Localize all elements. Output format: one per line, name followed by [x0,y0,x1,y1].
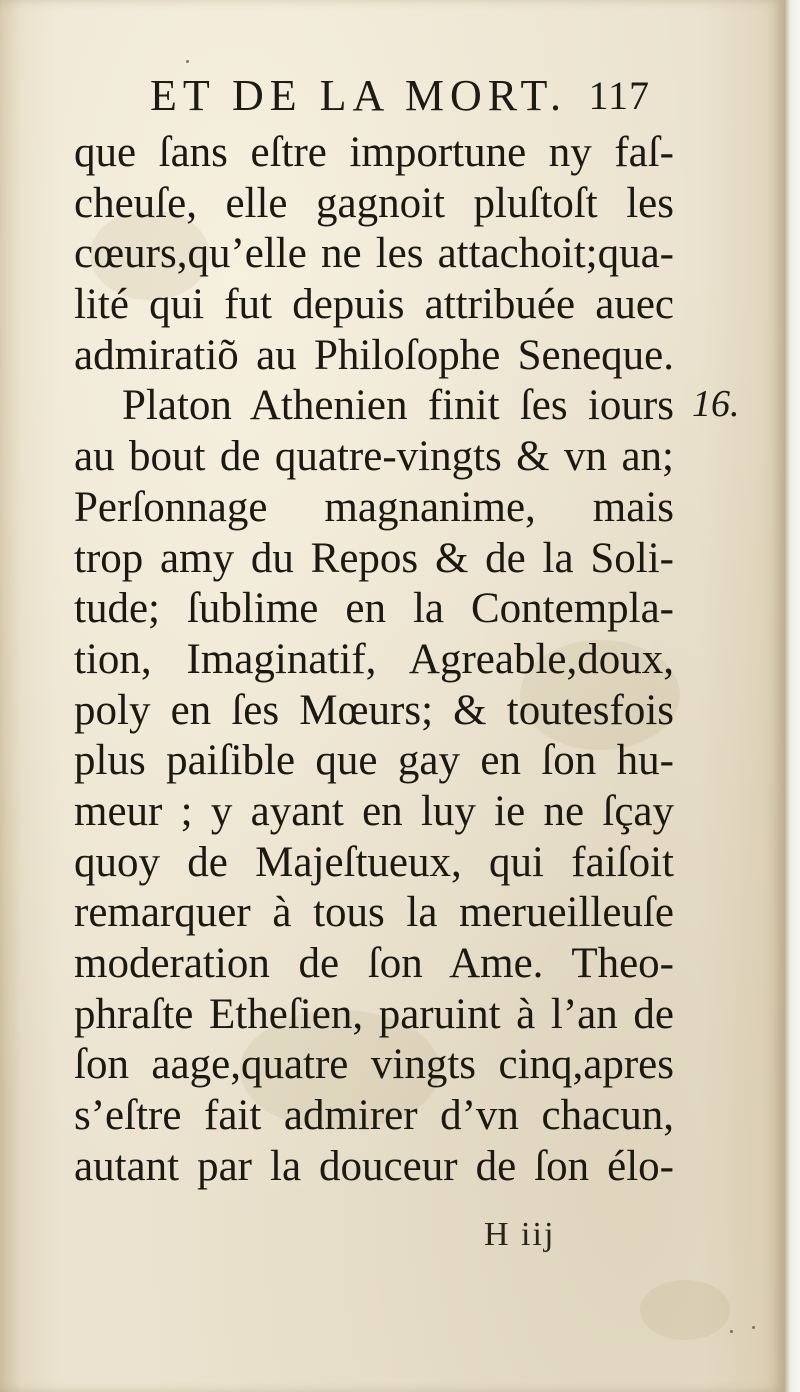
ink-speck [186,60,189,63]
text-line: que ſans eſtre importune ny faſ- [74,129,674,176]
text-line: poly en ſes Mœurs; & toutesfois [74,686,674,734]
text-line: Perſonnage magnanime, mais [74,483,674,531]
signature-mark: H iij [484,1216,556,1253]
text-line: ſon aage,quatre vingts cinq,apres [74,1041,674,1089]
text-line: au bout de quatre-vingts & vn an; [74,433,674,481]
body-text [74,128,674,1192]
text-line: moderation de ſon Ame. Theo- [74,940,674,987]
text-line: tion, Imaginatif, Agreable,doux, [74,635,674,683]
text-line: meur ; y ayant en luy ie ne ſçay [74,787,674,835]
text-line: autant par la douceur de ſon élo- [74,1142,674,1190]
text-line: quoy de Majeſtueux, qui faiſoit [74,838,674,886]
margin-note: 16. [692,383,740,425]
text-line: phraſte Etheſien, paruint à l’an de [74,990,674,1038]
text-line: tude; ſublime en la Contempla- [74,585,674,633]
page-edge [784,0,800,1392]
text-line: admiratiõ au Philoſophe Seneque. [74,331,674,379]
ink-speck [730,1330,733,1333]
running-head [150,70,670,122]
text-line: cheuſe, elle gagnoit pluſtoſt les [74,179,674,227]
text-line: s’eſtre fait admirer d’vn chacun, [74,1092,674,1140]
text-line: trop amy du Repos & de la Soli- [74,534,674,582]
running-head-title: ET DE LA MORT. [150,71,568,120]
text-line: lité qui fut depuis attribuée auec [74,281,674,329]
paper-stain [640,1280,730,1340]
text-line: cœurs,qu’elle ne les attachoit;qua- [74,230,674,278]
paragraph-start-line: Platon Athenien finit ſes iours [122,382,674,430]
page-number: 117 [588,73,650,118]
ink-speck [752,1326,755,1329]
text-line: remarquer à tous la merueilleuſe [74,889,674,937]
text-line: plus paiſible que gay en ſon hu- [74,737,674,785]
